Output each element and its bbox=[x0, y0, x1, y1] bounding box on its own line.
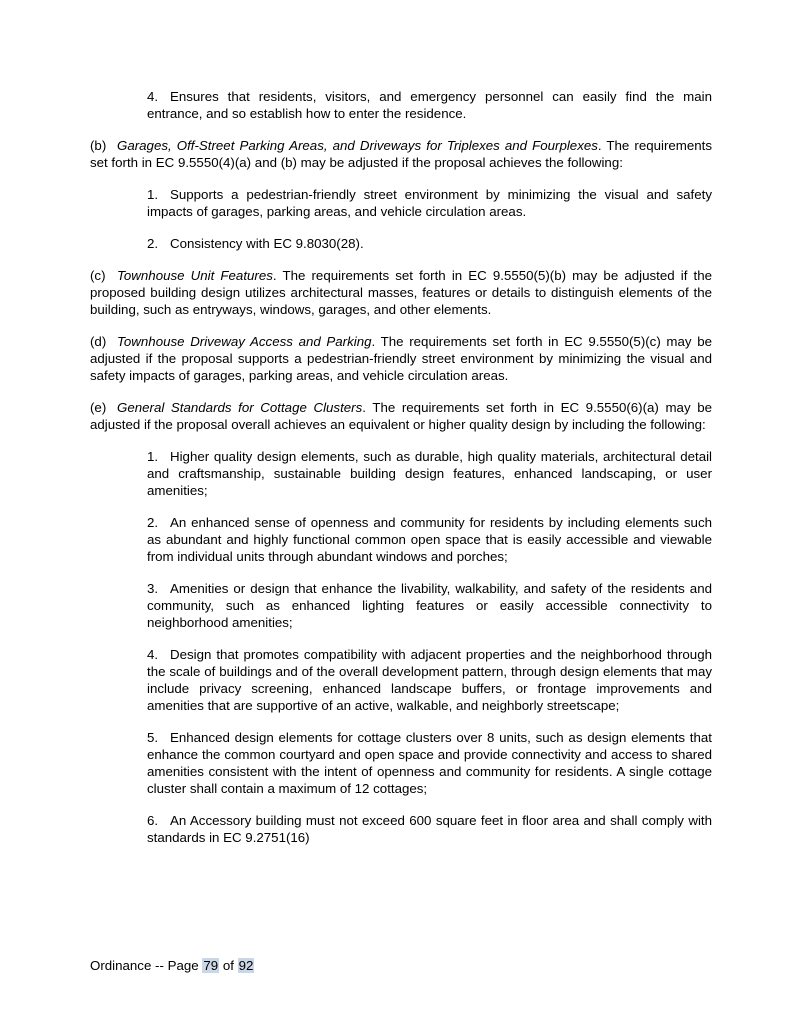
paragraph bbox=[90, 333, 712, 384]
list-marker: (d) bbox=[90, 334, 107, 349]
paragraph-title: Garages, Off-Street Parking Areas, and Driveways for Triplexes and Fourplexes bbox=[117, 138, 598, 153]
paragraph-text: Supports a pedestrian-friendly street environment by minimizing the visual and safety impacts of garages, parking areas, and vehicle circulation areas. bbox=[147, 187, 712, 219]
list-marker: 1. bbox=[147, 187, 159, 202]
paragraph-title: General Standards for Cottage Clusters bbox=[117, 400, 363, 415]
paragraph-title: Townhouse Unit Features bbox=[117, 268, 273, 283]
list-marker: 2. bbox=[147, 515, 159, 530]
paragraph bbox=[147, 235, 712, 252]
list-marker: (b) bbox=[90, 138, 107, 153]
paragraph bbox=[90, 137, 712, 171]
paragraph-title: Townhouse Driveway Access and Parking bbox=[117, 334, 372, 349]
paragraph bbox=[147, 646, 712, 714]
paragraph bbox=[147, 580, 712, 631]
paragraph bbox=[147, 729, 712, 797]
list-marker: 3. bbox=[147, 581, 159, 596]
paragraph-text: . The requirements set forth in EC 9.5550(4)(a) and (b) may be adjusted if the proposal achieves the following: bbox=[90, 138, 712, 170]
paragraph bbox=[90, 267, 712, 318]
list-marker: 4. bbox=[147, 89, 159, 104]
list-marker: 6. bbox=[147, 813, 159, 828]
paragraph-text: . The requirements set forth in EC 9.5550(6)(a) may be adjusted if the proposal overall achieves an equivalent or higher quality design by including the following: bbox=[90, 400, 712, 432]
footer-label: Ordinance -- Page bbox=[90, 958, 199, 973]
paragraph bbox=[147, 812, 712, 846]
document-body bbox=[90, 88, 712, 861]
paragraph-text: Design that promotes compatibility with adjacent properties and the neighborhood through the scale of buildings and of the overall development pattern, through design elements that may include privacy screening, enhanced landscape buffers, or frontage improvements and amenities that are supportive of an active, walkable, and neighborly streetscape; bbox=[147, 647, 712, 713]
paragraph-text: An Accessory building must not exceed 600 square feet in floor area and shall comply with standards in EC 9.2751(16) bbox=[147, 813, 712, 845]
paragraph bbox=[147, 186, 712, 220]
footer-page-number: 79 bbox=[203, 958, 219, 973]
list-marker: (c) bbox=[90, 268, 106, 283]
paragraph bbox=[147, 88, 712, 122]
paragraph-text: . The requirements set forth in EC 9.5550(5)(b) may be adjusted if the proposed building design utilizes architectural masses, features or details to distinguish elements of the building, such as entryways, windows, garages, and other elements. bbox=[90, 268, 712, 317]
list-marker: 4. bbox=[147, 647, 159, 662]
paragraph-text: Enhanced design elements for cottage clusters over 8 units, such as design elements that enhance the common courtyard and open space and provide connectivity and access to shared amenities consistent with the intent of openness and community for residents. A single cottage cluster shall contain a maximum of 12 cottages; bbox=[147, 730, 712, 796]
paragraph-text: Amenities or design that enhance the livability, walkability, and safety of the residents and community, such as enhanced lighting features or easily accessible connectivity to neighborhood amenities; bbox=[147, 581, 712, 630]
list-marker: 5. bbox=[147, 730, 159, 745]
paragraph-text: Ensures that residents, visitors, and emergency personnel can easily find the main entrance, and so establish how to enter the residence. bbox=[147, 89, 712, 121]
paragraph-text: Consistency with EC 9.8030(28). bbox=[170, 236, 364, 251]
paragraph-text: Higher quality design elements, such as durable, high quality materials, architectural detail and craftsmanship, sustainable building design features, enhanced landscaping, or user amenities; bbox=[147, 449, 712, 498]
list-marker: 2. bbox=[147, 236, 159, 251]
paragraph-text: An enhanced sense of openness and community for residents by including elements such as abundant and highly functional common open space that is easily accessible and viewable from individual units through abundant windows and porches; bbox=[147, 515, 712, 564]
paragraph bbox=[90, 399, 712, 433]
footer-of-label: of bbox=[222, 958, 234, 973]
list-marker: 1. bbox=[147, 449, 159, 464]
paragraph-text: . The requirements set forth in EC 9.5550(5)(c) may be adjusted if the proposal supports a pedestrian-friendly street environment by minimizing the visual and safety impacts of garages, parking areas, and vehicle circulation areas. bbox=[90, 334, 713, 383]
paragraph bbox=[147, 514, 712, 565]
paragraph bbox=[147, 448, 712, 499]
list-marker: (e) bbox=[90, 400, 107, 415]
page-footer bbox=[90, 957, 254, 974]
footer-total-pages: 92 bbox=[238, 958, 254, 973]
